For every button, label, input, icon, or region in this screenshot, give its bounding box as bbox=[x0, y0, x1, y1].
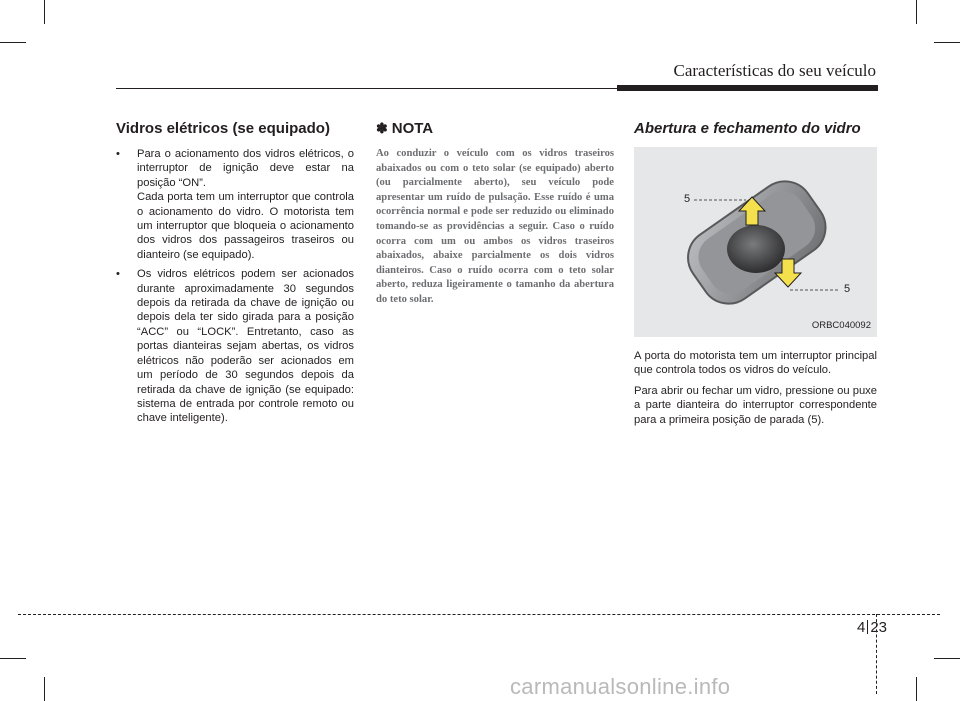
body-paragraph: A porta do motorista tem um interruptor principal que controla todos os vidros do veículo. bbox=[634, 350, 877, 377]
body-paragraph: Para abrir ou fechar um vidro, pressione ou puxe a parte dianteira do interruptor correspondente para a primeira posição de parada (5). bbox=[634, 384, 877, 426]
section-title: Vidros elétricos (se equipado) bbox=[116, 120, 330, 137]
crop-mark bbox=[916, 0, 917, 24]
crop-mark bbox=[934, 658, 960, 659]
asterisk-icon: ✽ bbox=[376, 120, 388, 136]
column-note bbox=[376, 120, 614, 308]
page-number-value: 23 bbox=[870, 619, 888, 636]
section-title: Abertura e fechamento do vidro bbox=[634, 120, 861, 137]
crop-mark bbox=[0, 658, 26, 659]
bullet-symbol: • bbox=[116, 268, 120, 281]
bullet-list bbox=[116, 147, 354, 426]
list-item bbox=[116, 147, 354, 262]
chapter-title: Características do seu veículo bbox=[673, 61, 876, 80]
callout-label: 5 bbox=[844, 283, 851, 295]
switch-knob bbox=[727, 225, 785, 273]
chapter-number: 4 bbox=[857, 619, 866, 636]
column-power-windows bbox=[116, 120, 354, 431]
footer-rule bbox=[18, 614, 940, 615]
window-switch-figure bbox=[634, 147, 877, 337]
page-separator bbox=[867, 620, 868, 634]
header-bar bbox=[617, 85, 878, 91]
crop-mark bbox=[934, 42, 960, 43]
window-switch-illustration bbox=[634, 147, 877, 337]
bullet-symbol: • bbox=[116, 148, 120, 160]
bullet-text: Cada porta tem um interruptor que controla o acionamento do vidro. O motorista tem um interruptor que bloqueia o acionamento dos vidros dos passageiros traseiros ou dianteiro (se equipado). bbox=[137, 191, 354, 261]
crop-mark bbox=[916, 677, 917, 701]
figure-code: ORBC040092 bbox=[811, 320, 871, 331]
note-title: NOTA bbox=[391, 120, 434, 137]
bullet-text: Os vidros elétricos podem ser acionados durante aproximadamente 30 segundos depois da retirada da chave de ignição ou depois dela ter sido girada para a posição “ACC” ou “LOCK”. Entretanto, caso as portas dianteiras sejam abertas, os vidros elétricos não poderão ser acionados em um período de 30 segundos depois da retirada da chave de ignição (se equipado: sistema de entrada por controle remoto ou chave inteligente). bbox=[137, 268, 354, 425]
bullet-text: Para o acionamento dos vidros elétricos, o interruptor de ignição deve estar na posição “ON”. bbox=[137, 148, 354, 189]
crop-mark bbox=[44, 0, 45, 24]
note-body: Ao conduzir o veículo com os vidros traseiros abaixados ou com o teto solar (se equipado) aberto (ou parcialmente aberto), seu veículo pode apresentar um ruído de pulsação. Esse ruído é uma ocorrência normal e pode ser reduzido ou eliminado tomando-se as providências a seguir. Caso o ruído ocorra com um ou ambos os vidros traseiros abaixados, abaixe parcialmente os dois vidros dianteiros. Caso o ruído ocorra com o teto solar aberto, reduza ligeiramente o tamanho da abertura do teto solar. bbox=[376, 148, 614, 305]
watermark: carmanualsonline.info bbox=[510, 674, 731, 699]
list-item bbox=[116, 267, 354, 425]
column-open-close bbox=[634, 120, 877, 427]
page-number bbox=[857, 619, 887, 636]
callout-label: 5 bbox=[684, 193, 691, 205]
crop-mark bbox=[0, 42, 26, 43]
crop-mark bbox=[44, 677, 45, 701]
note-heading bbox=[376, 120, 614, 137]
